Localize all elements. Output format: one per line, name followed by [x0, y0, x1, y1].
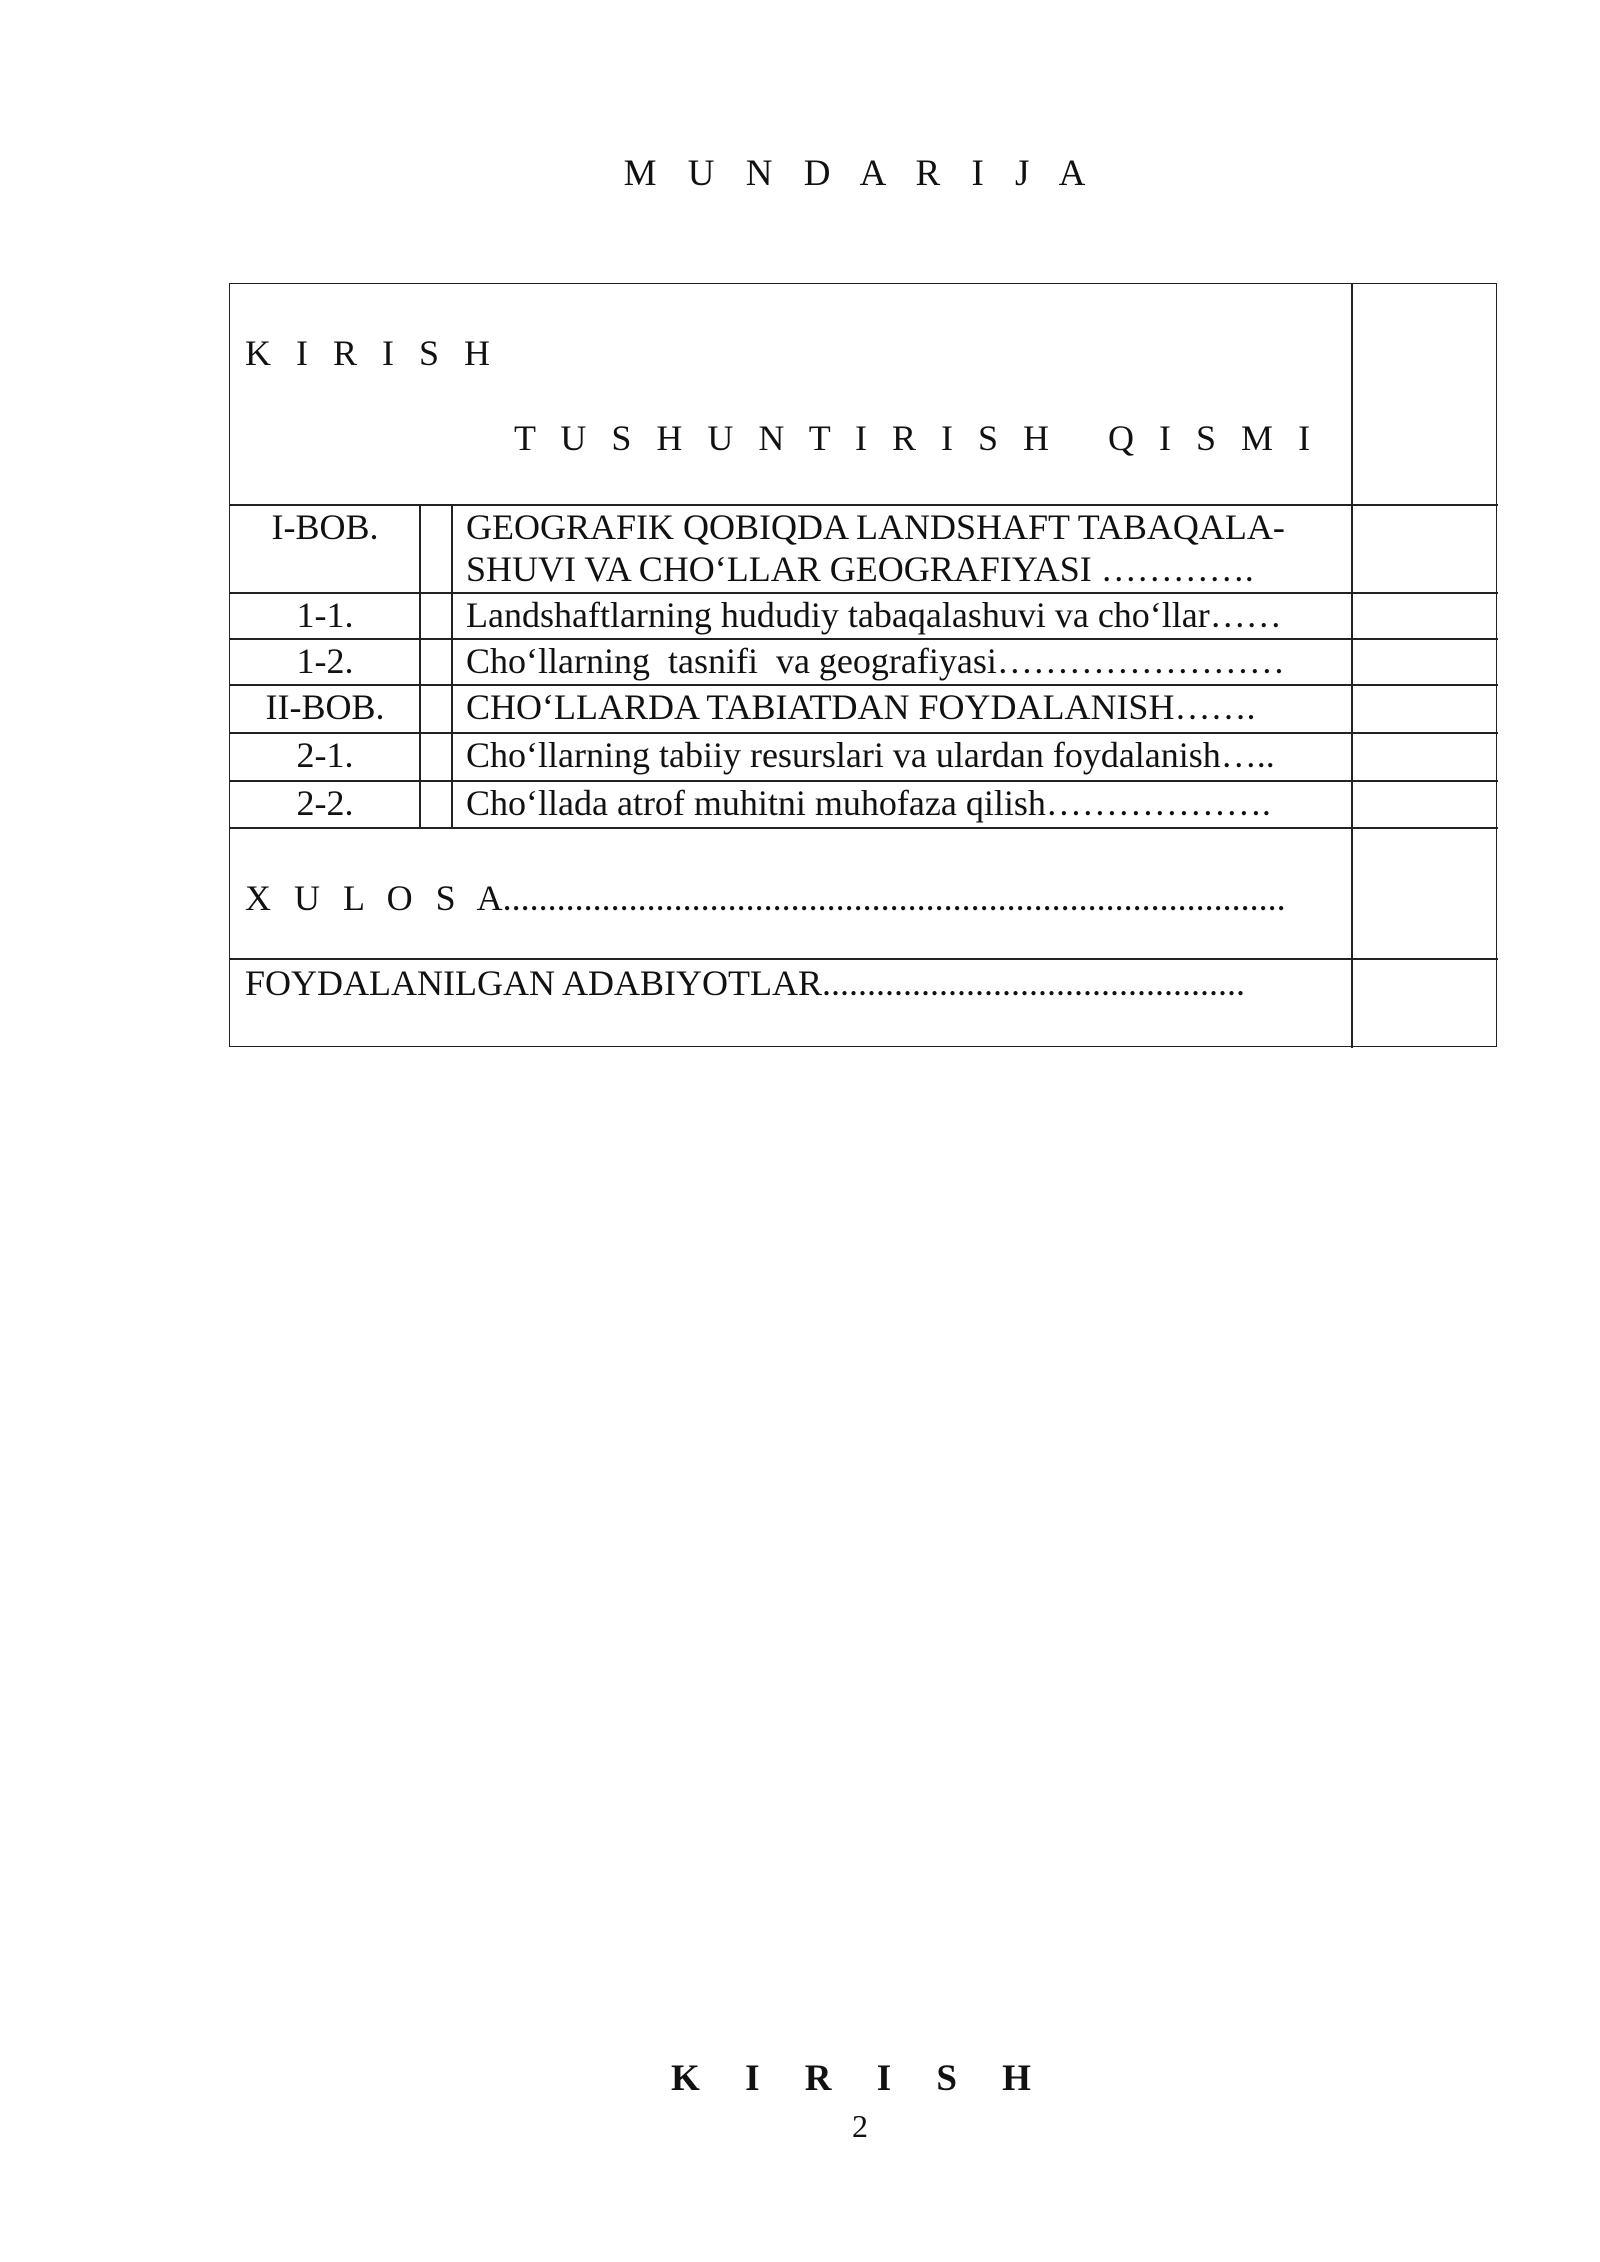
toc-row-title: Landshaftlarning hududiy tabaqalashuvi va cho‘llar……: [466, 595, 1282, 635]
page-title: M U N D A R I J A: [623, 153, 1097, 194]
conclusion-entry: X U L O S A.......................................................................................: [245, 878, 1286, 918]
references-entry: FOYDALANILGAN ADABIYOTLAR...............................................: [245, 963, 1245, 1003]
page-number: 2: [852, 2108, 868, 2144]
blank-column-divider: [451, 504, 453, 827]
toc-row-title: Cho‘llarning tabiiy resurslari va ulardan foydalanish…..: [466, 735, 1275, 775]
toc-row-number: I-BOB.: [271, 507, 379, 547]
toc-row-title-continued: SHUVI VA CHO‘LLAR GEOGRAFIYASI ………….: [466, 549, 1254, 589]
toc-row-number: 2-2.: [296, 783, 354, 823]
intro-label: K I R I S H: [245, 333, 499, 373]
row-divider: [230, 958, 1498, 960]
toc-row-title: GEOGRAFIK QOBIQDA LANDSHAFT TABAQALA-: [466, 507, 1285, 547]
page-column-divider: [1351, 284, 1353, 1048]
toc-row-title: Cho‘llarning tasnifi va geografiyasi……………………: [466, 641, 1285, 681]
toc-row-number: 2-1.: [296, 735, 354, 775]
row-divider: [230, 827, 1498, 829]
section-heading: T U S H U N T I R I S H Q I S M I: [514, 418, 1319, 458]
toc-row-number: II-BOB.: [265, 687, 385, 727]
toc-row-title: Cho‘llada atrof muhitni muhofaza qilish……………….: [466, 783, 1271, 823]
toc-row-title: CHO‘LLARDA TABIATDAN FOYDALANISH…….: [466, 687, 1256, 727]
toc-row-number: 1-2.: [296, 641, 354, 681]
toc-row-number: 1-1.: [296, 595, 354, 635]
table-of-contents: [229, 283, 1497, 1047]
section-heading-kirish: K I R I S H: [671, 2058, 1049, 2099]
